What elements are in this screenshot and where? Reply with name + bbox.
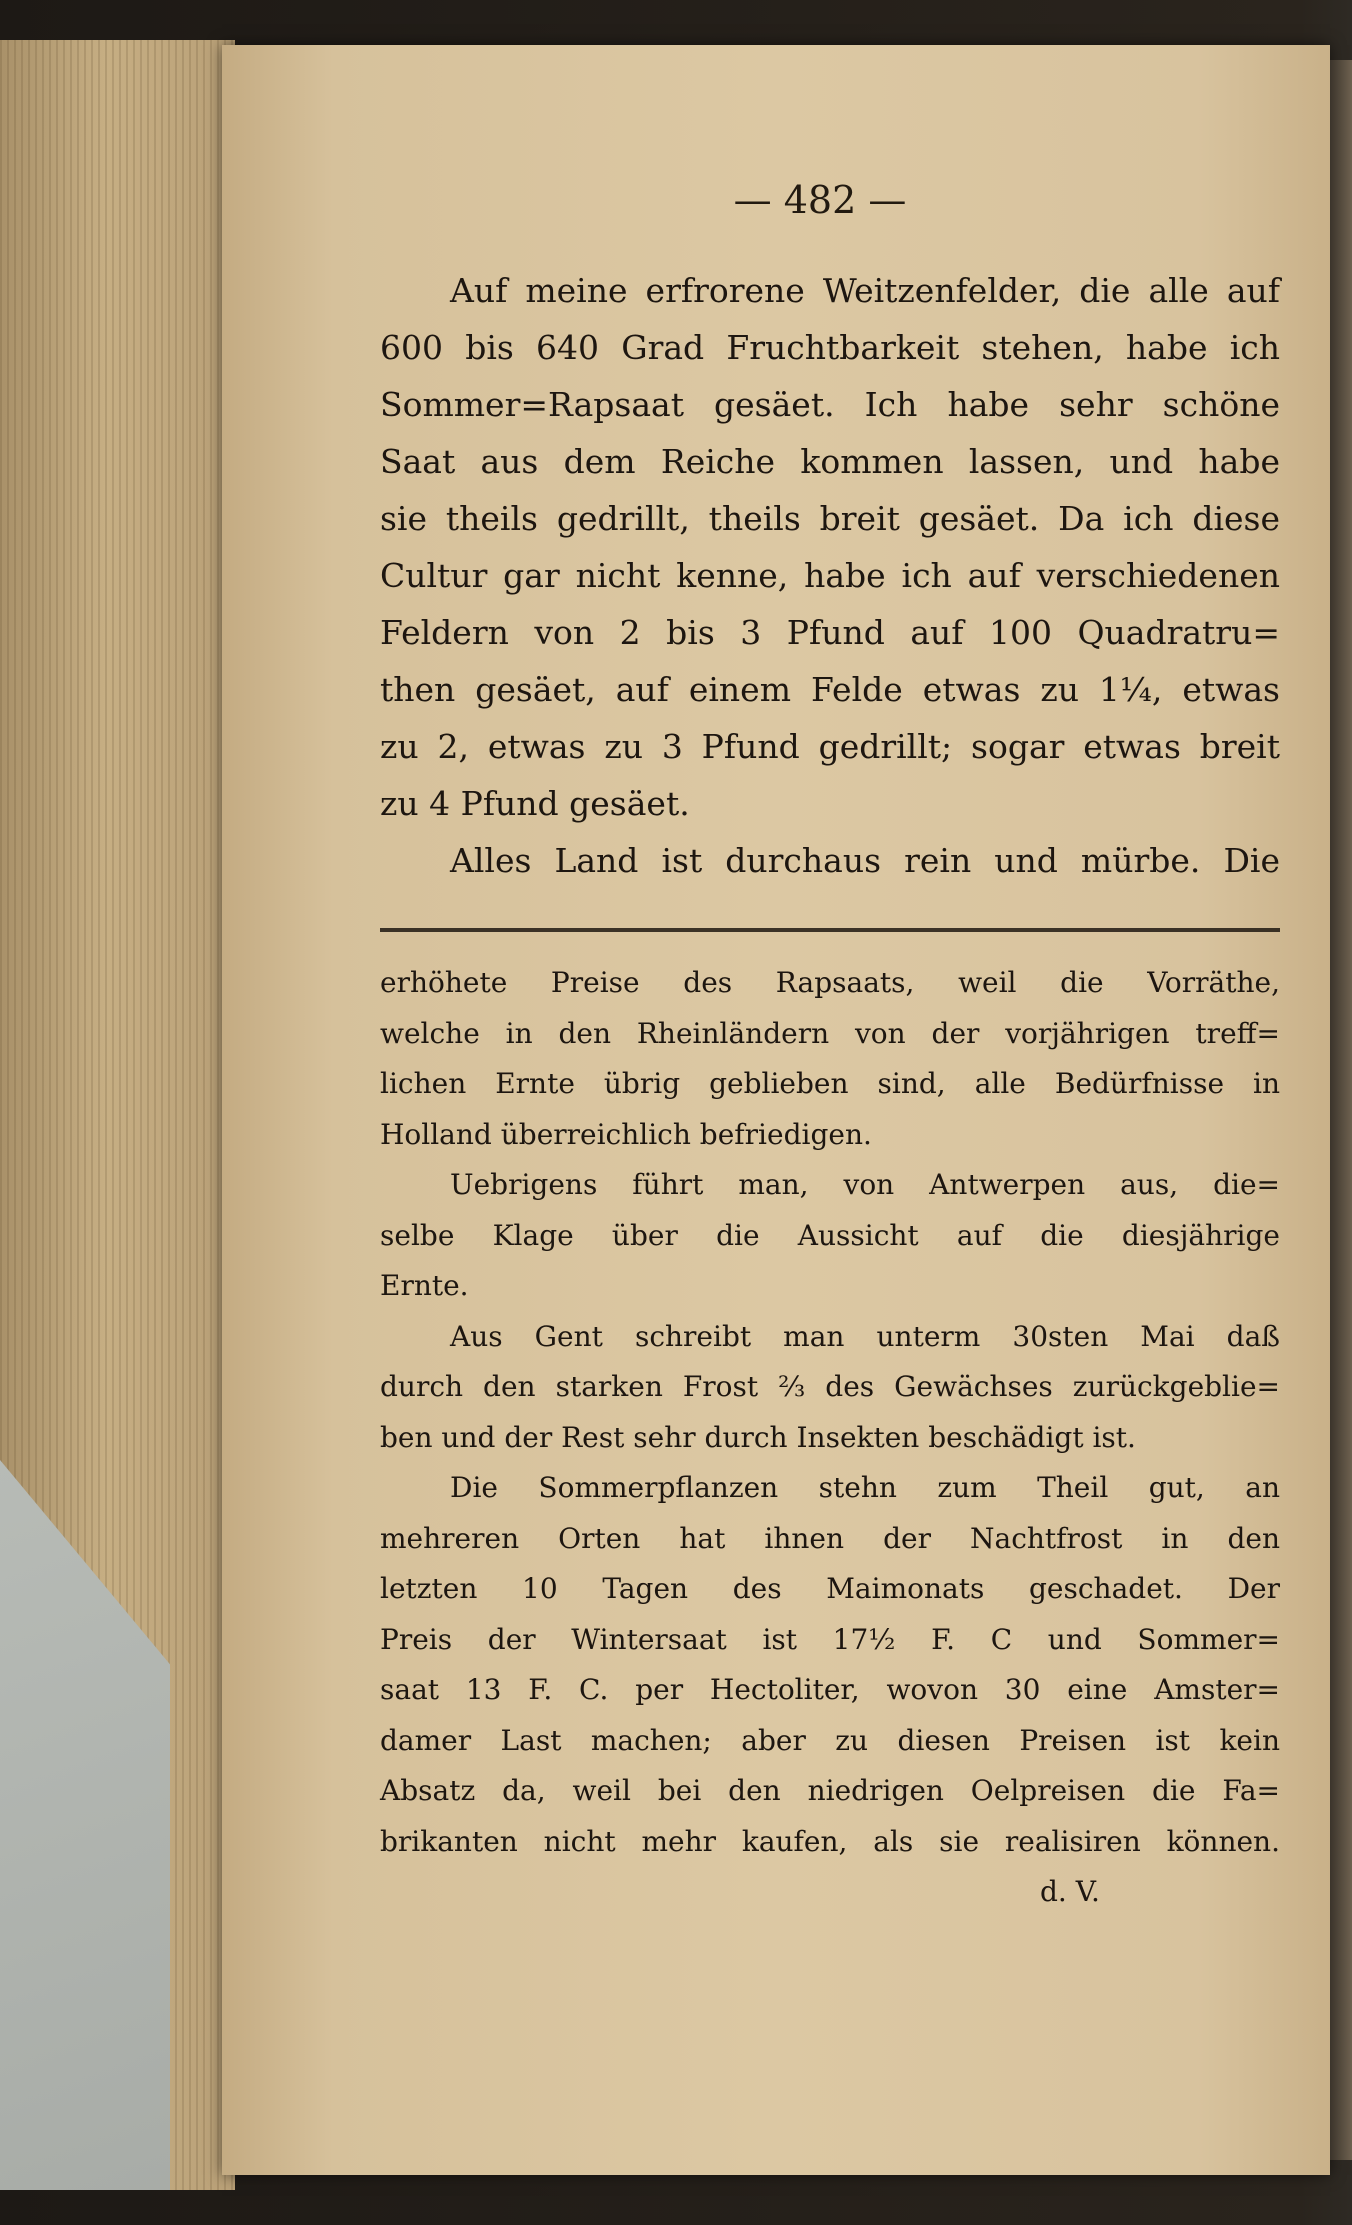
text-line: brikanten nicht mehr kaufen, als sie realisiren können. — [380, 1824, 1280, 1858]
text-line: Cultur gar nicht kenne, habe ich auf verschiedenen — [380, 556, 1280, 595]
text-line: mehreren Orten hat ihnen der Nachtfrost in den — [380, 1521, 1280, 1555]
text-line: erhöhete Preise des Rapsaats, weil die Vorräthe, — [380, 966, 1280, 999]
text-line: Auf meine erfrorene Weitzenfelder, die alle auf — [450, 271, 1280, 310]
next-page-edge — [1330, 60, 1352, 2160]
text-line: ben und der Rest sehr durch Insekten beschädigt ist. — [380, 1420, 1136, 1454]
text-line: letzten 10 Tagen des Maimonats geschadet. Der — [380, 1572, 1280, 1605]
text-line: Sommer=Rapsaat gesäet. Ich habe sehr schöne — [380, 385, 1280, 424]
text-line: zu 2, etwas zu 3 Pfund gedrillt; sogar etwas breit — [380, 727, 1280, 766]
text-line: Saat aus dem Reiche kommen lassen, und habe — [380, 442, 1280, 481]
text-line: Alles Land ist durchaus rein und mürbe. Die — [450, 841, 1280, 880]
text-line: Aus Gent schreibt man unterm 30sten Mai daß — [450, 1319, 1280, 1353]
text-line: lichen Ernte übrig geblieben sind, alle Bedürfnisse in — [380, 1067, 1280, 1100]
text-line: durch den starken Frost ⅔ des Gewächses zurückgeblie= — [380, 1370, 1280, 1403]
footnote-text-block — [380, 958, 1280, 1918]
text-line: Die Sommerpflanzen stehn zum Theil gut, an — [450, 1471, 1280, 1504]
text-line: Preis der Wintersaat ist 17½ F. C und Sommer= — [380, 1622, 1280, 1656]
text-line: Feldern von 2 bis 3 Pfund auf 100 Quadratru= — [380, 613, 1280, 652]
text-line: Holland überreichlich befriedigen. — [380, 1117, 872, 1151]
text-line: Ernte. — [380, 1269, 469, 1302]
text-line: damer Last machen; aber zu diesen Preisen ist kein — [380, 1723, 1280, 1757]
page-number: — 482 — — [733, 178, 907, 222]
text-line: 600 bis 640 Grad Fruchtbarkeit stehen, habe ich — [380, 328, 1280, 367]
text-line: Uebrigens führt man, von Antwerpen aus, die= — [450, 1168, 1280, 1201]
text-line: saat 13 F. C. per Hectoliter, wovon 30 eine Amster= — [380, 1673, 1280, 1706]
text-line: Absatz da, weil bei den niedrigen Oelpreisen die Fa= — [380, 1774, 1280, 1807]
text-line: sie theils gedrillt, theils breit gesäet. Da ich diese — [380, 499, 1280, 538]
text-line: zu 4 Pfund gesäet. — [380, 784, 690, 823]
main-text-block — [380, 262, 1280, 889]
signature-text: d. V. — [1040, 1875, 1100, 1908]
text-line: then gesäet, auf einem Felde etwas zu 1¼, etwas — [380, 670, 1280, 709]
text-line: welche in den Rheinländern von der vorjährigen treff= — [380, 1016, 1280, 1050]
footnote-separator-rule — [380, 928, 1280, 932]
text-line: selbe Klage über die Aussicht auf die diesjährige — [380, 1218, 1280, 1252]
